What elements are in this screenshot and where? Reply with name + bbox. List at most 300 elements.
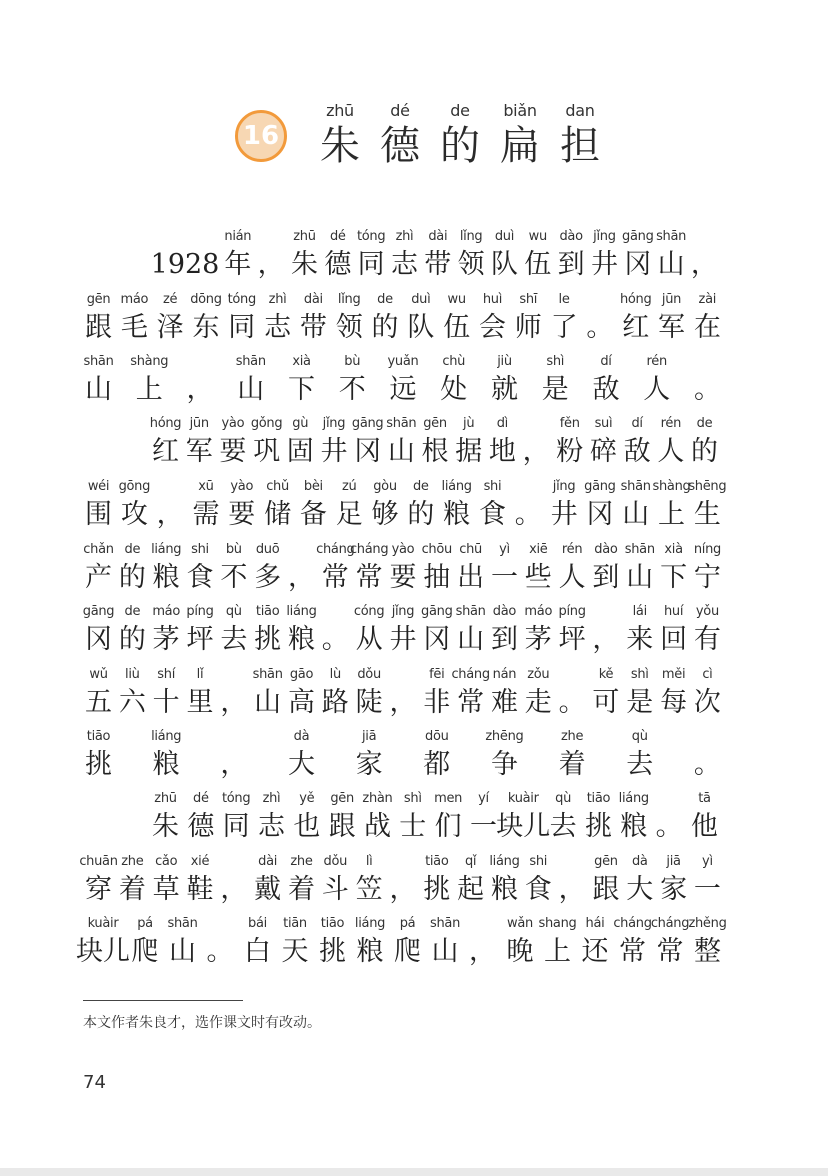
text-char [370,291,401,347]
hanzi: 宁 [693,562,721,593]
text-char [355,915,386,971]
pinyin: gù [292,416,309,431]
text-char [624,666,655,722]
pinyin: zǒu [527,667,550,682]
hanzi: 队 [407,312,435,343]
text-char [405,478,436,534]
text-char [584,478,615,534]
pinyin: jǐng [322,416,346,431]
pinyin: duō [255,542,280,557]
text-char [117,603,148,659]
pinyin: zhū [154,791,177,806]
text-punctuation [513,478,544,534]
hanzi: 粮 [356,936,384,967]
text-punctuation [286,541,317,597]
pinyin: chū [459,542,482,557]
text-char [422,228,453,284]
hanzi: 师 [514,312,542,343]
text-line [83,535,723,597]
hanzi: 冈 [354,436,382,467]
text-char [286,603,317,659]
hanzi: 不 [338,374,366,405]
pinyin: wǔ [89,667,108,682]
footnote-rule [83,1000,243,1001]
text-char [438,353,469,409]
hanzi: 伍 [443,312,471,343]
hanzi: 穿 [85,874,112,905]
hanzi: ， [257,249,285,280]
text-char [554,415,585,471]
pinyin: gēn [330,791,354,806]
title-char [310,95,370,170]
pinyin: shān [429,916,461,931]
pinyin: jǐng [391,604,415,619]
pinyin: shi [529,854,548,869]
hanzi: 备 [299,499,327,530]
pinyin: liáng [151,729,182,744]
text-char [218,541,249,597]
pinyin: liáng [489,854,520,869]
hanzi: 。 [321,624,349,655]
hanzi: 争 [490,749,518,780]
text-char [658,541,689,597]
text-char [83,728,114,784]
pinyin: de [124,542,141,557]
pinyin: jǐng [593,229,616,244]
hanzi: 十 [152,687,180,718]
text-char [352,415,383,471]
text-char [590,853,621,909]
hanzi: 上 [135,374,163,405]
hanzi: 天 [281,936,309,967]
hanzi: 家 [355,749,383,780]
hanzi: 去 [549,811,577,842]
hanzi: 山 [85,374,112,405]
hanzi: 根 [421,436,449,467]
text-char [496,790,551,846]
text-punctuation [205,915,236,971]
hanzi: 常 [619,936,646,967]
text-char [618,790,649,846]
hanzi: 山 [387,436,415,467]
pinyin: jūn [661,292,682,307]
text-char [455,603,486,659]
text-punctuation [150,228,220,284]
text-char [362,790,393,846]
hanzi: 到 [592,562,620,593]
hanzi: 东 [192,312,220,343]
text-char [130,353,169,409]
pinyin: shì [403,791,422,806]
hanzi: 去 [220,624,248,655]
text-char [117,666,148,722]
pinyin: shí [157,667,176,682]
hanzi: 抽 [423,562,451,593]
text-punctuation [692,728,723,784]
hanzi: 。 [206,936,234,967]
hanzi: 攻 [120,499,148,530]
pinyin: zhū [293,229,316,244]
title-pinyin: dé [390,101,410,120]
pinyin: dài [303,292,323,307]
hanzi: 队 [490,249,518,280]
text-char [688,478,727,534]
pinyin: dì [496,416,508,431]
pinyin: zhe [561,729,584,744]
hanzi: 下 [660,562,688,593]
pinyin: yào [230,479,254,494]
text-char [184,853,215,909]
pinyin: dōng [190,292,222,307]
hanzi: 同 [228,312,256,343]
hanzi: 坪 [558,624,586,655]
pinyin: duì [494,229,515,244]
text-char [83,603,114,659]
hanzi: 山 [626,562,654,593]
lesson-number-badge [235,110,287,162]
pinyin: qù [225,604,242,619]
text-punctuation [387,666,418,722]
pinyin: le [558,292,570,307]
text-char [354,728,385,784]
text-line [150,409,720,471]
pinyin: dǒu [357,667,381,682]
text-char [184,603,215,659]
hanzi: 戴 [254,874,282,905]
pinyin: dài [428,229,448,244]
pinyin: cóng [353,604,385,619]
pinyin: qù [555,791,572,806]
text-char [318,415,349,471]
text-char [320,666,351,722]
pinyin: wǎn [507,916,533,931]
text-char [397,790,428,846]
pinyin: lù [329,667,341,682]
hanzi: 走 [524,687,552,718]
text-char [540,353,571,409]
hanzi: 地 [488,436,516,467]
text-char [251,415,282,471]
hanzi: 人 [657,436,685,467]
title-pinyin: de [450,101,470,120]
hanzi: 爬 [131,936,159,967]
text-char [387,541,418,597]
hanzi: 够 [371,499,399,530]
text-punctuation [521,415,552,471]
hanzi: 军 [658,312,685,343]
hanzi: 泽 [156,312,184,343]
hanzi: 路 [321,687,349,718]
pinyin: pá [399,916,416,931]
pinyin: suì [594,416,613,431]
pinyin: tiāo [86,729,111,744]
pinyin: zhì [395,229,414,244]
hanzi: 朱 [152,811,179,842]
hanzi: 储 [264,499,292,530]
hanzi: 人 [558,562,586,593]
hanzi: 是 [541,374,569,405]
hanzi: 山 [657,249,685,280]
hanzi: 的 [371,312,399,343]
pinyin: gāng [421,604,453,619]
pinyin: chōu [421,542,452,557]
hanzi: 上 [544,936,571,967]
text-char [322,228,353,284]
hanzi: 常 [321,562,349,593]
text-char [420,415,451,471]
text-punctuation [590,603,621,659]
hanzi: 了 [550,312,578,343]
hanzi: 德 [187,811,215,842]
pinyin: gǒng [250,416,283,431]
pinyin: gōng [118,479,151,494]
hanzi: 们 [434,811,462,842]
pinyin: gāng [82,604,115,619]
hanzi: 多 [254,562,282,593]
title-pinyin: dan [565,101,595,120]
hanzi: 产 [85,562,112,593]
hanzi: 领 [457,249,485,280]
text-char [523,603,554,659]
pinyin: shān [235,354,266,369]
text-char [688,915,727,971]
pinyin: shì [630,667,649,682]
pinyin: de [412,479,429,494]
hanzi: 鞋 [186,874,214,905]
pinyin: zhì [268,292,287,307]
pinyin: zé [163,292,178,307]
hanzi: 生 [693,499,721,530]
text-char [613,915,652,971]
text-char [76,915,130,971]
hanzi: 出 [457,562,485,593]
text-punctuation [320,603,351,659]
text-punctuation [557,853,588,909]
hanzi: 。 [514,499,542,530]
hanzi: 食 [186,562,214,593]
text-char [489,853,520,909]
text-char [334,291,365,347]
pinyin: dǒu [323,854,348,869]
pinyin: níng [693,542,721,557]
pinyin: gēn [423,416,447,431]
hanzi: 常 [355,562,383,593]
pinyin: shàng [130,354,169,369]
hanzi: ， [389,687,417,718]
text-char [468,790,499,846]
text-char [624,603,655,659]
pinyin: dé [193,791,209,806]
hanzi: 也 [293,811,321,842]
text-char [523,853,554,909]
hanzi: 冈 [85,624,112,655]
hanzi: 敌 [592,374,620,405]
hanzi: 冈 [624,249,652,280]
hanzi: 士 [399,811,427,842]
pinyin: liáng [618,791,649,806]
text-char [217,415,248,471]
text-char [538,915,577,971]
text-char [522,228,553,284]
text-char [354,666,385,722]
hanzi: 挑 [85,749,112,780]
pinyin: cháng [451,667,490,682]
hanzi: 大 [287,749,315,780]
text-char [356,228,387,284]
hanzi: 军 [185,436,213,467]
hanzi: 红 [152,436,179,467]
text-punctuation [692,353,723,409]
pinyin: hái [585,916,605,931]
hanzi: 粉 [556,436,584,467]
pinyin: yào [391,542,415,557]
pinyin: bù [344,354,361,369]
hanzi: 据 [455,436,483,467]
pinyin: lái [632,604,647,619]
pinyin: kě [598,667,614,682]
pinyin: shān [167,916,198,931]
text-char [289,228,320,284]
pinyin: gāng [351,416,384,431]
hanzi: 粮 [620,811,648,842]
text-char [222,228,253,284]
hanzi: ， [220,687,248,718]
pinyin: shàng [652,479,691,494]
hanzi: 一 [693,874,721,905]
hanzi: ， [389,874,417,905]
pinyin: de [377,292,393,307]
pinyin: jūn [189,416,209,431]
pinyin: tiāo [255,604,280,619]
pinyin: máo [152,604,180,619]
text-line [83,285,723,347]
text-char [298,291,329,347]
text-char [622,415,653,471]
text-char [221,790,252,846]
pinyin: yǒu [695,604,719,619]
text-char [242,915,273,971]
text-char [620,478,651,534]
text-char [190,478,221,534]
pinyin: tóng [221,791,251,806]
hanzi: 着 [118,874,146,905]
text-line [76,909,727,971]
pinyin: qǐ [464,854,477,869]
text-punctuation [654,790,685,846]
hanzi: 志 [257,811,285,842]
text-char [580,915,611,971]
pinyin: pá [137,916,153,931]
pinyin: shī [519,292,538,307]
hanzi: 。 [586,312,614,343]
text-char [185,790,216,846]
pinyin: shì [546,354,565,369]
text-char [349,541,389,597]
text-punctuation [218,666,249,722]
text-char [151,541,182,597]
pinyin: xiē [529,542,548,557]
text-char [235,353,266,409]
hanzi: 着 [287,874,315,905]
text-line [79,847,723,909]
pinyin: wéi [87,479,110,494]
text-char [451,666,490,722]
pinyin: rén [646,354,667,369]
hanzi: ， [522,436,550,467]
pinyin: shān [656,229,687,244]
hanzi: 井 [389,624,417,655]
hanzi: 的 [118,562,146,593]
hanzi: 山 [254,687,282,718]
title-char [430,95,490,170]
hanzi: 陡 [355,687,383,718]
hanzi: 伍 [524,249,552,280]
text-char [184,415,215,471]
hanzi: 的 [118,624,146,655]
text-line [150,222,720,284]
hanzi: 高 [287,687,315,718]
text-char [689,415,720,471]
pinyin: cháng [316,542,355,557]
pinyin: gāng [622,229,654,244]
text-char [151,728,182,784]
text-char [286,353,317,409]
text-char [317,915,348,971]
text-char [421,666,452,722]
pinyin: bèi [303,479,323,494]
hanzi: 山 [622,499,650,530]
text-char [656,228,687,284]
hanzi: 朱 [290,249,318,280]
hanzi: 。 [655,811,683,842]
pinyin: qù [631,729,648,744]
text-char [655,415,686,471]
hanzi: 些 [524,562,552,593]
pinyin: chù [442,354,466,369]
text-char [151,666,182,722]
text-char [658,666,689,722]
footnote: 本文作者朱良才，选作课文时有改动。 [83,1015,321,1031]
text-char [430,915,461,971]
pinyin: jiā [361,729,377,744]
text-char [83,666,114,722]
text-char [117,853,148,909]
text-line [150,784,720,846]
hanzi: 需 [192,499,220,530]
hanzi: 井 [550,499,578,530]
hanzi: 常 [457,687,485,718]
title-char [370,95,430,170]
pinyin: jǐng [552,479,576,494]
text-char [590,541,621,597]
hanzi: 围 [85,499,112,530]
pinyin: xié [190,854,210,869]
text-char [489,228,520,284]
hanzi: 回 [660,624,688,655]
hanzi: 六 [118,687,146,718]
pinyin: yì [702,854,713,869]
hanzi: 德 [324,249,352,280]
text-char [557,603,588,659]
hanzi: 跟 [85,312,112,343]
text-char [256,790,287,846]
hanzi: 领 [335,312,363,343]
hanzi: 着 [558,749,586,780]
pinyin: zú [341,479,357,494]
text-char [151,853,182,909]
hanzi: 山 [237,374,265,405]
text-char [79,853,118,909]
